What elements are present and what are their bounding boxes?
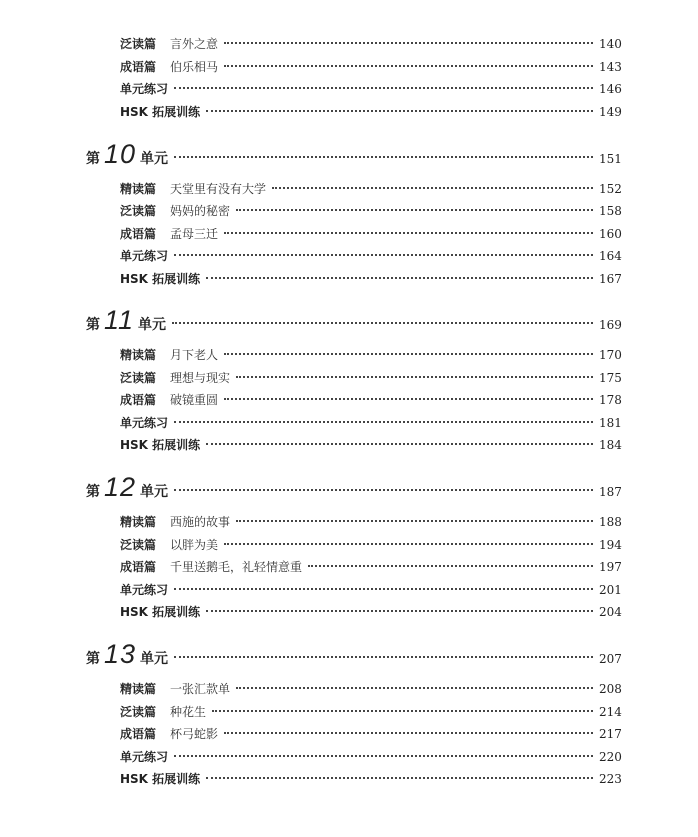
dot-leader [272,187,593,189]
page-number: 217 [599,727,622,741]
dot-leader [212,710,593,712]
dot-leader [174,156,593,158]
unit-prefix: 第 [86,651,100,667]
entry-title: 伯乐相马 [170,60,219,74]
entry-title: 以胖为美 [170,538,219,552]
entry-title: 理想与现实 [170,371,231,385]
unit-heading[interactable] [0,305,698,336]
dot-leader [174,87,593,89]
dot-leader [174,656,593,658]
entry-type: 精读篇 [120,515,157,529]
dot-leader [224,543,593,545]
dot-leader [224,398,593,400]
page-number: 223 [599,772,622,786]
page-number: 164 [599,249,622,263]
entry-type: HSK 拓展训练 [120,272,201,286]
unit-number: 10 [104,139,137,169]
unit-prefix: 第 [86,484,100,500]
dot-leader [224,232,593,234]
page-number: 167 [599,272,622,286]
toc-entry[interactable] [0,436,698,453]
unit-heading[interactable] [0,472,698,503]
unit-suffix: 单元 [140,151,169,167]
toc-entry[interactable] [0,202,698,219]
page-number: 151 [599,152,622,166]
entry-type: HSK 拓展训练 [120,105,201,119]
entry-type: 泛读篇 [120,538,157,552]
entry-type: 精读篇 [120,348,157,362]
page-number: 207 [599,652,622,666]
entry-type: 泛读篇 [120,371,157,385]
toc-entry[interactable] [0,680,698,697]
toc-entry[interactable] [0,103,698,120]
entry-type: HSK 拓展训练 [120,772,201,786]
page-number: 149 [599,105,622,119]
toc-entry[interactable] [0,603,698,620]
entry-type: HSK 拓展训练 [120,438,201,452]
dot-leader [236,209,593,211]
entry-type: 单元练习 [120,82,169,96]
page-number: 214 [599,705,622,719]
page-number: 158 [599,204,622,218]
unit-number: 13 [104,639,137,669]
toc-entry[interactable] [0,581,698,598]
dot-leader [174,755,593,757]
toc-entry[interactable] [0,536,698,553]
entry-type: 成语篇 [120,560,157,574]
page-number: 184 [599,438,622,452]
page-number: 197 [599,560,622,574]
dot-leader [224,732,593,734]
entry-title: 妈妈的秘密 [170,204,231,218]
toc-entry[interactable] [0,725,698,742]
toc-entry[interactable] [0,703,698,720]
dot-leader [174,421,593,423]
unit-number: 11 [104,305,135,335]
toc-entry[interactable] [0,558,698,575]
page-number: 160 [599,227,622,241]
unit-prefix: 第 [86,317,100,333]
toc-entry[interactable] [0,513,698,530]
page-number: 143 [599,60,622,74]
entry-title: 言外之意 [170,37,219,51]
entry-title: 杯弓蛇影 [170,727,219,741]
entry-type: 精读篇 [120,682,157,696]
toc-entry[interactable] [0,247,698,264]
entry-title: 种花生 [170,705,207,719]
page-number: 181 [599,416,622,430]
dot-leader [308,565,593,567]
dot-leader [206,443,593,445]
toc-entry[interactable] [0,270,698,287]
toc-entry[interactable] [0,180,698,197]
dot-leader [224,353,593,355]
entry-title: 一张汇款单 [170,682,231,696]
dot-leader [206,277,593,279]
dot-leader [236,520,593,522]
toc-entry[interactable] [0,770,698,787]
dot-leader [224,65,593,67]
entry-title: 西施的故事 [170,515,231,529]
toc-entry[interactable] [0,225,698,242]
unit-suffix: 单元 [140,484,169,500]
entry-title: 孟母三迁 [170,227,219,241]
unit-suffix: 单元 [140,651,169,667]
unit-prefix: 第 [86,151,100,167]
page-number: 201 [599,583,622,597]
dot-leader [206,777,593,779]
toc-entry[interactable] [0,35,698,52]
entry-type: 精读篇 [120,182,157,196]
page-number: 140 [599,37,622,51]
page-number: 175 [599,371,622,385]
page-number: 194 [599,538,622,552]
entry-type: 成语篇 [120,227,157,241]
entry-type: 泛读篇 [120,204,157,218]
dot-leader [174,489,593,491]
entry-type: 成语篇 [120,727,157,741]
dot-leader [236,376,593,378]
page-number: 220 [599,750,622,764]
page-number: 169 [599,318,622,332]
dot-leader [174,254,593,256]
toc-entry[interactable] [0,748,698,765]
page-number: 187 [599,485,622,499]
entry-type: 成语篇 [120,60,157,74]
page-number: 152 [599,182,622,196]
unit-heading[interactable] [0,139,698,170]
entry-title: 月下老人 [170,348,219,362]
entry-title: 千里送鹅毛，礼轻情意重 [170,560,303,574]
entry-type: 泛读篇 [120,37,157,51]
entry-title: 天堂里有没有大学 [170,182,267,196]
entry-type: 泛读篇 [120,705,157,719]
dot-leader [172,322,593,324]
page-number: 208 [599,682,622,696]
unit-suffix: 单元 [138,317,167,333]
page-number: 188 [599,515,622,529]
toc-entry[interactable] [0,414,698,431]
toc-entry[interactable] [0,369,698,386]
entry-type: HSK 拓展训练 [120,605,201,619]
page-number: 146 [599,82,622,96]
dot-leader [206,610,593,612]
dot-leader [236,687,593,689]
entry-title: 破镜重圆 [170,393,219,407]
toc-entry[interactable] [0,346,698,363]
dot-leader [174,588,593,590]
toc-entry[interactable] [0,80,698,97]
entry-type: 单元练习 [120,249,169,263]
page-number: 178 [599,393,622,407]
dot-leader [206,110,593,112]
toc-entry[interactable] [0,391,698,408]
dot-leader [224,42,593,44]
entry-type: 单元练习 [120,583,169,597]
entry-type: 单元练习 [120,416,169,430]
entry-type: 单元练习 [120,750,169,764]
entry-type: 成语篇 [120,393,157,407]
page-number: 170 [599,348,622,362]
unit-heading[interactable] [0,639,698,670]
page-number: 204 [599,605,622,619]
unit-number: 12 [104,472,137,502]
toc-entry[interactable] [0,58,698,75]
